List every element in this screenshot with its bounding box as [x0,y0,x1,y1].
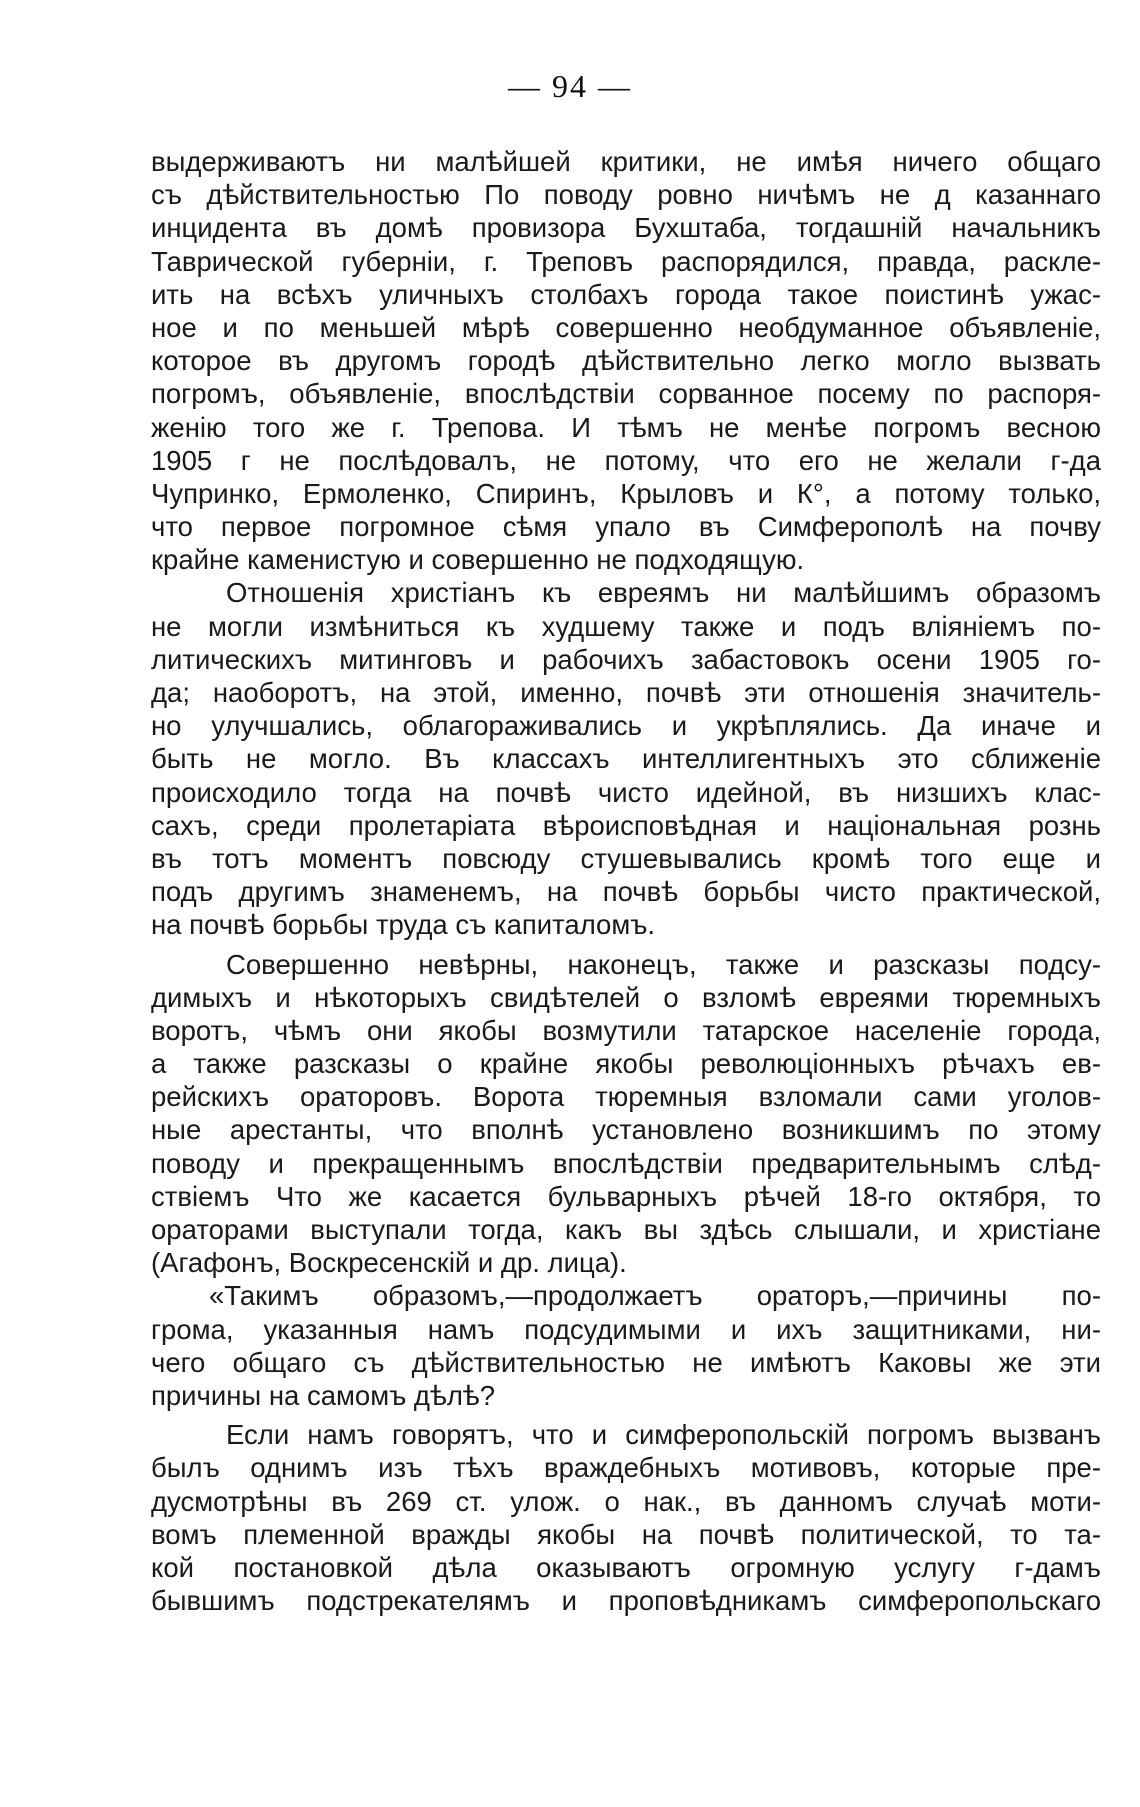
text-line: чего общаго съ дѣйствительностью не имѣютъ Каковы же эти [151,1346,1101,1378]
paragraph [151,1279,1101,1412]
text-line: поводу и прекращеннымъ впослѣдствіи предварительнымъ слѣд- [151,1147,1101,1179]
text-line: Таврической губерніи, г. Треповъ распорядился, правда, раскле- [151,245,1101,277]
paragraph [151,948,1101,1280]
text-line: грома, указанныя намъ подсудимыми и ихъ защитниками, ни- [151,1313,1101,1345]
text-line: Отношенія христіанъ къ евреямъ ни малѣйшимъ образомъ [226,577,1101,609]
text-line: причины на самомъ дѣлѣ? [151,1379,496,1411]
text-line: Если намъ говорятъ, что и симферопольскій погромъ вызванъ [226,1419,1101,1451]
text-line: (Агафонъ, Воскресенскій и др. лица). [151,1247,627,1279]
text-line: въ тотъ моментъ повсюду стушевывались кромѣ того еще и [151,842,1101,874]
text-line: крайне каменистую и совершенно не подходящую. [151,544,805,576]
text-line: кой постановкой дѣла оказываютъ огромную услугу г-дамъ [151,1551,1101,1583]
text-line: что первое погромное сѣмя упало въ Симферополѣ на почву [151,511,1101,543]
text-line: ные арестанты, что вполнѣ установлено возникшимъ по этому [151,1114,1101,1146]
page-number: — 94 — [508,68,632,104]
document-body [151,145,1101,1617]
text-line: женію того же г. Трепова. И тѣмъ не менѣе погромъ весною [151,411,1101,443]
text-line: литическихъ митинговъ и рабочихъ забастовокъ осени 1905 го- [151,643,1101,675]
text-line: да; наоборотъ, на этой, именно, почвѣ эти отношенія значитель- [151,677,1101,708]
text-line: происходило тогда на почвѣ чисто идейной, въ низшихъ клас- [151,776,1101,808]
text-line: «Такимъ образомъ,—продолжаетъ ораторъ,—причины по- [209,1280,1101,1312]
text-line: 1905 г не послѣдовалъ, не потому, что его не желали г-да [151,444,1101,476]
text-line: воротъ, чѣмъ они якобы возмутили татарское населеніе города, [151,1014,1101,1046]
text-line: Чупринко, Ермоленко, Спиринъ, Крыловъ и К°, а потому только, [151,477,1101,509]
text-line: рейскихъ ораторовъ. Ворота тюремныя взломали сами уголов- [151,1081,1101,1113]
paragraph [151,576,1101,941]
text-line: съ дѣйствительностью По поводу ровно ничѣмъ не д казаннаго [151,179,1101,211]
text-line: бывшимъ подстрекателямъ и проповѣдникамъ симферопольскаго [151,1585,1101,1617]
text-line: дусмотрѣны въ 269 ст. улож. о нак., въ данномъ случаѣ моти- [151,1485,1101,1517]
text-line: погромъ, объявленіе, впослѣдствіи сорванное посему по распоря- [151,378,1101,410]
paragraph [151,1418,1101,1617]
text-line: подъ другимъ знаменемъ, на почвѣ борьбы чисто практической, [151,876,1101,908]
text-line: которое въ другомъ городѣ дѣйствительно легко могло вызвать [151,345,1101,377]
text-line: ствіемъ Что же касается бульварныхъ рѣчей 18-го октября, то [151,1180,1101,1212]
text-line: быть не могло. Въ классахъ интеллигентныхъ это сближеніе [151,743,1101,775]
paragraph [151,145,1101,576]
text-line: ораторами выступали тогда, какъ вы здѣсь слышали, и христіане [151,1214,1101,1245]
text-line: ное и по меньшей мѣрѣ совершенно необдуманное объявленіе, [151,311,1101,343]
text-line: былъ однимъ изъ тѣхъ враждебныхъ мотивовъ, которые пре- [151,1452,1101,1484]
text-line: ить на всѣхъ уличныхъ столбахъ города такое поистинѣ ужас- [151,278,1101,310]
text-line: димыхъ и нѣкоторыхъ свидѣтелей о взломѣ евреями тюремныхъ [151,981,1101,1013]
text-line: Совершенно невѣрны, наконецъ, также и разсказы подсу- [226,948,1101,980]
text-line: выдерживаютъ ни малѣйшей критики, не имѣя ничего общаго [151,146,1101,177]
text-line: но улучшались, облагораживались и укрѣплялись. Да иначе и [151,710,1101,742]
text-line: вомъ племенной вражды якобы на почвѣ политической, то та- [151,1518,1101,1550]
text-line: не могли измѣниться къ худшему также и подъ вліяніемъ по- [151,610,1101,642]
text-line: инцидента въ домѣ провизора Бухштаба, тогдашній начальникъ [151,212,1101,244]
text-line: а также разсказы о крайне якобы революціонныхъ рѣчахъ ев- [151,1048,1101,1080]
text-line: на почвѣ борьбы труда съ капиталомъ. [151,909,656,941]
text-line: сахъ, среди пролетаріата вѣроисповѣдная и національная рознь [151,809,1101,841]
